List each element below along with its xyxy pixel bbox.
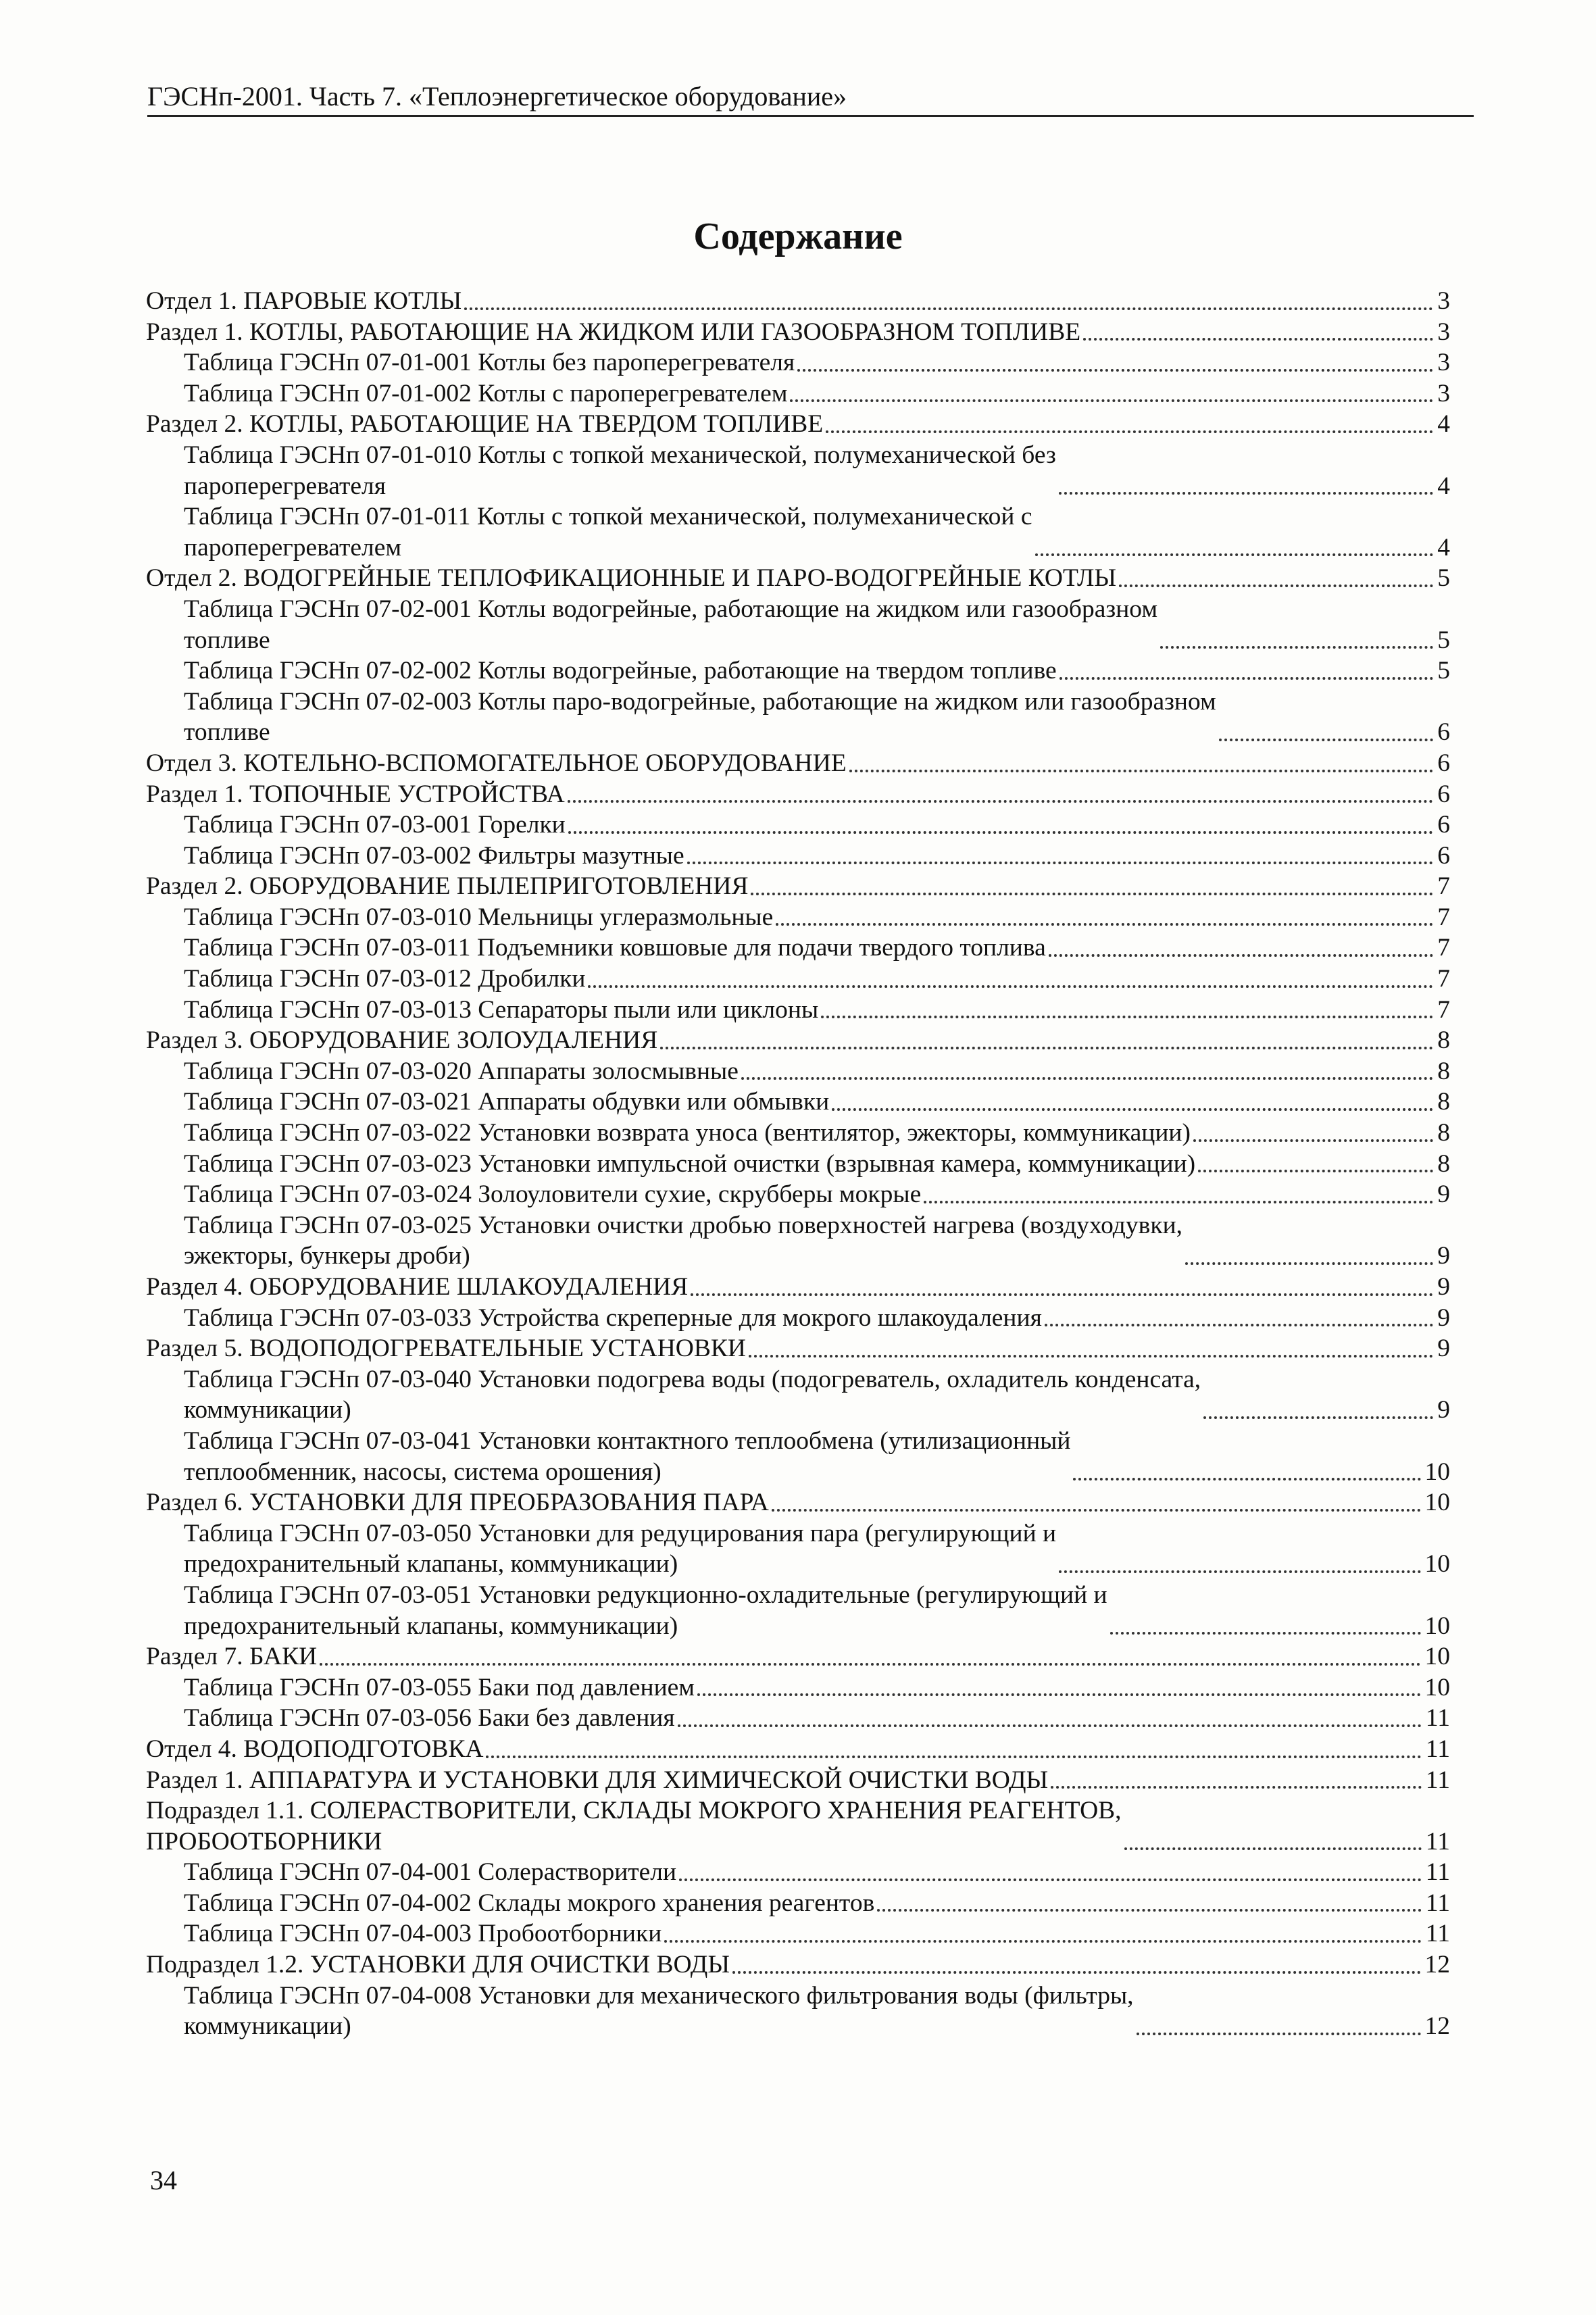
dot-leader <box>687 862 1434 864</box>
toc-entry <box>146 1981 1450 2042</box>
dot-leader <box>1045 1324 1433 1326</box>
toc-entry <box>146 1179 1450 1210</box>
toc-entry-page: 11 <box>1425 1735 1450 1763</box>
toc-entry-text: Таблица ГЭСНп 07-03-012 Дробилки <box>184 965 586 993</box>
toc-entry-text: Таблица ГЭСНп 07-03-055 Баки под давлением <box>184 1673 695 1701</box>
toc-entry-text: Таблица ГЭСНп 07-03-056 Баки без давления <box>184 1704 675 1733</box>
toc-entry-text: Раздел 3. ОБОРУДОВАНИЕ ЗОЛОУДАЛЕНИЯ <box>146 1026 658 1055</box>
toc-entry-page: 6 <box>1437 718 1450 747</box>
toc-entry <box>146 1918 1450 1949</box>
toc-entry-text: Отдел 1. ПАРОВЫЕ КОТЛЫ <box>146 287 462 315</box>
toc-entry-text: Таблица ГЭСНп 07-03-001 Горелки <box>184 811 566 839</box>
dot-leader <box>772 1509 1421 1512</box>
toc-entry-text: Таблица ГЭСНп 07-03-020 Аппараты золосмывные <box>184 1057 739 1085</box>
toc-entry <box>146 1118 1450 1149</box>
dot-leader <box>877 1909 1422 1912</box>
dot-leader <box>826 430 1433 433</box>
toc-entry-page: 8 <box>1437 1057 1450 1085</box>
dot-leader <box>1124 1847 1422 1850</box>
toc-entry-page: 7 <box>1437 903 1450 931</box>
toc-entry-page: 5 <box>1437 626 1450 654</box>
toc-entry <box>146 1149 1450 1180</box>
toc-entry-text: Таблица ГЭСНп 07-03-050 Установки для редуцирования пара (регулирующий и предохранительный клапаны, коммуникации) <box>184 1519 1057 1578</box>
toc-entry <box>146 1210 1450 1272</box>
toc-entry-text: Таблица ГЭСНп 07-03-023 Установки импульсной очистки (взрывная камера, коммуникации) <box>184 1149 1196 1178</box>
toc-entry <box>146 779 1450 810</box>
toc-entry <box>146 1857 1450 1888</box>
toc-entry <box>146 964 1450 995</box>
toc-entry-page: 5 <box>1437 564 1450 593</box>
toc-entry-text: Таблица ГЭСНп 07-03-002 Фильтры мазутные <box>184 841 684 870</box>
toc-entry <box>146 1087 1450 1118</box>
toc-entry <box>146 1734 1450 1765</box>
dot-leader <box>751 893 1433 895</box>
toc-entry <box>146 687 1450 748</box>
toc-entry-text: Раздел 5. ВОДОПОДОГРЕВАТЕЛЬНЫЕ УСТАНОВКИ <box>146 1335 746 1363</box>
toc-entry-page: 6 <box>1437 811 1450 839</box>
dot-leader <box>1185 1262 1433 1265</box>
toc-entry-page: 4 <box>1437 472 1450 500</box>
dot-leader <box>1193 1139 1433 1142</box>
dot-leader <box>1110 1632 1421 1635</box>
toc-entry-page: 7 <box>1437 934 1450 962</box>
toc-entry-page: 10 <box>1424 1673 1450 1701</box>
toc-entry <box>146 1303 1450 1334</box>
dot-leader <box>464 307 1433 310</box>
toc-entry-page: 9 <box>1437 1180 1450 1209</box>
toc-entry-page: 12 <box>1424 1951 1450 1979</box>
toc-entry <box>146 286 1450 317</box>
toc-entry-text: Таблица ГЭСНп 07-04-003 Пробоотборники <box>184 1920 662 1948</box>
toc-entry-page: 11 <box>1425 1827 1450 1856</box>
toc-entry-text: Таблица ГЭСНп 07-03-022 Установки возврата уноса (вентилятор, эжекторы, коммуникации) <box>184 1119 1191 1147</box>
toc-entry-page: 9 <box>1437 1242 1450 1270</box>
dot-leader <box>1035 553 1434 556</box>
toc-entry <box>146 594 1450 655</box>
toc-entry-text: Раздел 1. ТОПОЧНЫЕ УСТРОЙСТВА <box>146 780 565 808</box>
toc-entry-text: Раздел 2. ОБОРУДОВАНИЕ ПЫЛЕПРИГОТОВЛЕНИЯ <box>146 872 749 901</box>
toc-entry-text: Таблица ГЭСНп 07-03-040 Установки подогрева воды (подогреватель, охладитель конденсата, коммуникации) <box>184 1365 1201 1424</box>
dot-leader <box>679 1878 1422 1881</box>
toc-entry-text: Таблица ГЭСНп 07-02-002 Котлы водогрейные, работающие на твердом топливе <box>184 657 1057 685</box>
toc-entry-text: Таблица ГЭСНп 07-01-010 Котлы с топкой механической, полумеханической без пароперегревателя <box>184 441 1056 500</box>
toc-entry-text: Таблица ГЭСНп 07-03-010 Мельницы углеразмольные <box>184 903 774 931</box>
toc-entry-page: 10 <box>1424 1489 1450 1517</box>
toc-entry <box>146 501 1450 563</box>
toc-entry-text: Раздел 4. ОБОРУДОВАНИЕ ШЛАКОУДАЛЕНИЯ <box>146 1273 689 1301</box>
toc-entry-text: Отдел 2. ВОДОГРЕЙНЫЕ ТЕПЛОФИКАЦИОННЫЕ И ПАРО-ВОДОГРЕЙНЫЕ КОТЛЫ <box>146 564 1117 593</box>
toc-entry-page: 6 <box>1437 749 1450 777</box>
toc-entry-text: Таблица ГЭСНп 07-03-041 Установки контактного теплообмена (утилизационный теплообменник, насосы, система орошения) <box>184 1426 1071 1486</box>
toc-entry-page: 8 <box>1437 1119 1450 1147</box>
toc-entry-page: 8 <box>1437 1026 1450 1055</box>
toc-entry-text: Таблица ГЭСНп 07-01-001 Котлы без пароперегревателя <box>184 349 795 377</box>
toc-entry-page: 8 <box>1437 1149 1450 1178</box>
toc-entry-text: Подраздел 1.1. СОЛЕРАСТВОРИТЕЛИ, СКЛАДЫ МОКРОГО ХРАНЕНИЯ РЕАГЕНТОВ, ПРОБООТБОРНИКИ <box>146 1797 1122 1856</box>
dot-leader <box>678 1724 1422 1727</box>
toc-entry <box>146 748 1450 779</box>
table-of-contents <box>146 286 1450 2042</box>
dot-leader <box>664 1940 1422 1943</box>
toc-entry-page: 8 <box>1437 1088 1450 1116</box>
toc-entry-text: Таблица ГЭСНп 07-03-025 Установки очистки дробью поверхностей нагрева (воздуходувки, эжекторы, бункеры дроби) <box>184 1211 1183 1270</box>
dot-leader <box>1073 1478 1420 1480</box>
toc-entry-page: 9 <box>1437 1273 1450 1301</box>
toc-entry-text: Таблица ГЭСНп 07-01-002 Котлы с пароперегревателем <box>184 379 788 407</box>
dot-leader <box>821 1016 1433 1018</box>
dot-leader <box>697 1693 1420 1696</box>
dot-leader <box>1198 1170 1433 1172</box>
toc-entry-text: Раздел 2. КОТЛЫ, РАБОТАЮЩИЕ НА ТВЕРДОМ ТОПЛИВЕ <box>146 410 824 439</box>
toc-entry-text: Раздел 7. БАКИ <box>146 1643 318 1671</box>
dot-leader <box>790 399 1433 402</box>
dot-leader <box>797 369 1433 372</box>
toc-entry-page: 6 <box>1437 841 1450 870</box>
dot-leader <box>1049 954 1434 957</box>
toc-entry-text: Раздел 6. УСТАНОВКИ ДЛЯ ПРЕОБРАЗОВАНИЯ ПАРА <box>146 1489 769 1517</box>
running-header: ГЭСНп-2001. Часть 7. «Теплоэнергетическое оборудование» <box>147 80 1474 117</box>
dot-leader <box>1203 1416 1433 1419</box>
toc-entry-text: Отдел 4. ВОДОПОДГОТОВКА <box>146 1735 484 1763</box>
toc-entry-text: Таблица ГЭСНп 07-03-011 Подъемники ковшовые для подачи твердого топлива <box>184 934 1046 962</box>
toc-entry <box>146 1703 1450 1734</box>
dot-leader <box>1119 584 1433 587</box>
toc-entry <box>146 378 1450 409</box>
dot-leader <box>1083 338 1433 341</box>
dot-leader <box>832 1108 1433 1111</box>
toc-entry-page: 3 <box>1437 379 1450 407</box>
toc-entry-page: 3 <box>1437 349 1450 377</box>
toc-entry-text: Таблица ГЭСНп 07-03-021 Аппараты обдувки или обмывки <box>184 1088 830 1116</box>
dot-leader <box>568 831 1434 834</box>
toc-entry <box>146 1487 1450 1518</box>
toc-entry-page: 10 <box>1424 1550 1450 1578</box>
toc-entry <box>146 1426 1450 1487</box>
dot-leader <box>849 770 1434 772</box>
dot-leader <box>691 1293 1433 1296</box>
toc-entry-text: Таблица ГЭСНп 07-02-003 Котлы паро-водогрейные, работающие на жидком или газообразном топливе <box>184 687 1216 747</box>
toc-entry-text: Таблица ГЭСНп 07-01-011 Котлы с топкой механической, полумеханической с пароперегревателем <box>184 503 1032 562</box>
toc-entry <box>146 563 1450 594</box>
page-number: 34 <box>150 2165 177 2195</box>
toc-entry-page: 11 <box>1425 1704 1450 1733</box>
toc-entry-page: 9 <box>1437 1303 1450 1332</box>
dot-leader <box>588 985 1433 988</box>
toc-entry <box>146 995 1450 1026</box>
toc-entry-page: 3 <box>1437 318 1450 346</box>
toc-entry <box>146 440 1450 501</box>
dot-leader <box>776 923 1433 926</box>
toc-entry <box>146 409 1450 440</box>
toc-entry <box>146 1272 1450 1303</box>
toc-entry-page: 9 <box>1437 1335 1450 1363</box>
toc-entry <box>146 1641 1450 1672</box>
dot-leader <box>320 1663 1420 1666</box>
toc-entry <box>146 1333 1450 1364</box>
dot-leader <box>732 1971 1420 1974</box>
toc-entry-page: 9 <box>1437 1396 1450 1424</box>
toc-entry-page: 7 <box>1437 965 1450 993</box>
toc-entry-text: Таблица ГЭСНп 07-03-013 Сепараторы пыли или циклоны <box>184 995 819 1024</box>
toc-entry-text: Отдел 3. КОТЕЛЬНО-ВСПОМОГАТЕЛЬНОЕ ОБОРУДОВАНИЕ <box>146 749 847 777</box>
dot-leader <box>1219 739 1433 741</box>
toc-entry-page: 11 <box>1425 1858 1450 1887</box>
toc-entry-page: 7 <box>1437 995 1450 1024</box>
toc-entry-page: 11 <box>1425 1889 1450 1917</box>
toc-entry-page: 10 <box>1424 1643 1450 1671</box>
toc-entry <box>146 902 1450 933</box>
toc-entry <box>146 1949 1450 1981</box>
toc-entry <box>146 1518 1450 1580</box>
toc-entry-text: Раздел 1. КОТЛЫ, РАБОТАЮЩИЕ НА ЖИДКОМ ИЛИ ГАЗООБРАЗНОМ ТОПЛИВЕ <box>146 318 1081 346</box>
dot-leader <box>486 1756 1421 1758</box>
toc-entry <box>146 1364 1450 1426</box>
dot-leader <box>1059 1570 1420 1573</box>
toc-entry-page: 4 <box>1437 533 1450 562</box>
toc-entry <box>146 1056 1450 1087</box>
toc-entry-text: Таблица ГЭСНп 07-03-051 Установки редукционно-охладительные (регулирующий и предохранительный клапаны, коммуникации) <box>184 1580 1107 1640</box>
dot-leader <box>1137 2033 1421 2035</box>
toc-entry-page: 6 <box>1437 780 1450 808</box>
page-title: Содержание <box>693 216 903 257</box>
toc-entry-text: Таблица ГЭСНп 07-03-033 Устройства скреперные для мокрого шлакоудаления <box>184 1303 1042 1332</box>
toc-entry-text: Таблица ГЭСНп 07-04-001 Солерастворители <box>184 1858 677 1887</box>
toc-entry <box>146 1765 1450 1796</box>
toc-entry <box>146 317 1450 348</box>
toc-entry <box>146 810 1450 841</box>
toc-entry-page: 10 <box>1424 1458 1450 1486</box>
toc-entry-page: 11 <box>1425 1920 1450 1948</box>
toc-entry-text: Таблица ГЭСНп 07-04-008 Установки для механического фильтрования воды (фильтры, коммуникации) <box>184 1981 1134 2041</box>
toc-entry-text: Таблица ГЭСНп 07-02-001 Котлы водогрейные, работающие на жидком или газообразном топливе <box>184 595 1158 654</box>
dot-leader <box>1059 677 1434 680</box>
toc-entry-text: Таблица ГЭСНп 07-04-002 Склады мокрого хранения реагентов <box>184 1889 875 1917</box>
toc-entry-page: 11 <box>1425 1766 1450 1794</box>
toc-entry <box>146 1025 1450 1056</box>
toc-entry-text: Раздел 1. АППАРАТУРА И УСТАНОВКИ ДЛЯ ХИМИЧЕСКОЙ ОЧИСТКИ ВОДЫ <box>146 1766 1049 1794</box>
dot-leader <box>1059 492 1433 495</box>
toc-entry-text: Таблица ГЭСНп 07-03-024 Золоуловители сухие, скрубберы мокрые <box>184 1180 922 1209</box>
toc-entry-page: 10 <box>1424 1612 1450 1640</box>
dot-leader <box>1160 646 1433 649</box>
toc-entry-page: 4 <box>1437 410 1450 439</box>
dot-leader <box>741 1077 1433 1080</box>
toc-entry <box>146 841 1450 872</box>
dot-leader <box>924 1201 1433 1203</box>
dot-leader <box>660 1047 1433 1049</box>
dot-leader <box>749 1355 1433 1358</box>
toc-entry-text: Подраздел 1.2. УСТАНОВКИ ДЛЯ ОЧИСТКИ ВОДЫ <box>146 1951 730 1979</box>
dot-leader <box>1051 1786 1422 1789</box>
toc-entry <box>146 1795 1450 1857</box>
toc-entry-page: 7 <box>1437 872 1450 901</box>
toc-entry <box>146 871 1450 902</box>
toc-entry-page: 3 <box>1437 287 1450 315</box>
toc-entry <box>146 347 1450 378</box>
toc-entry <box>146 932 1450 964</box>
toc-entry <box>146 1672 1450 1703</box>
toc-entry <box>146 1888 1450 1919</box>
toc-entry-page: 12 <box>1424 2012 1450 2041</box>
toc-entry <box>146 655 1450 687</box>
toc-entry-page: 5 <box>1437 657 1450 685</box>
toc-entry <box>146 1580 1450 1641</box>
dot-leader <box>568 800 1434 803</box>
